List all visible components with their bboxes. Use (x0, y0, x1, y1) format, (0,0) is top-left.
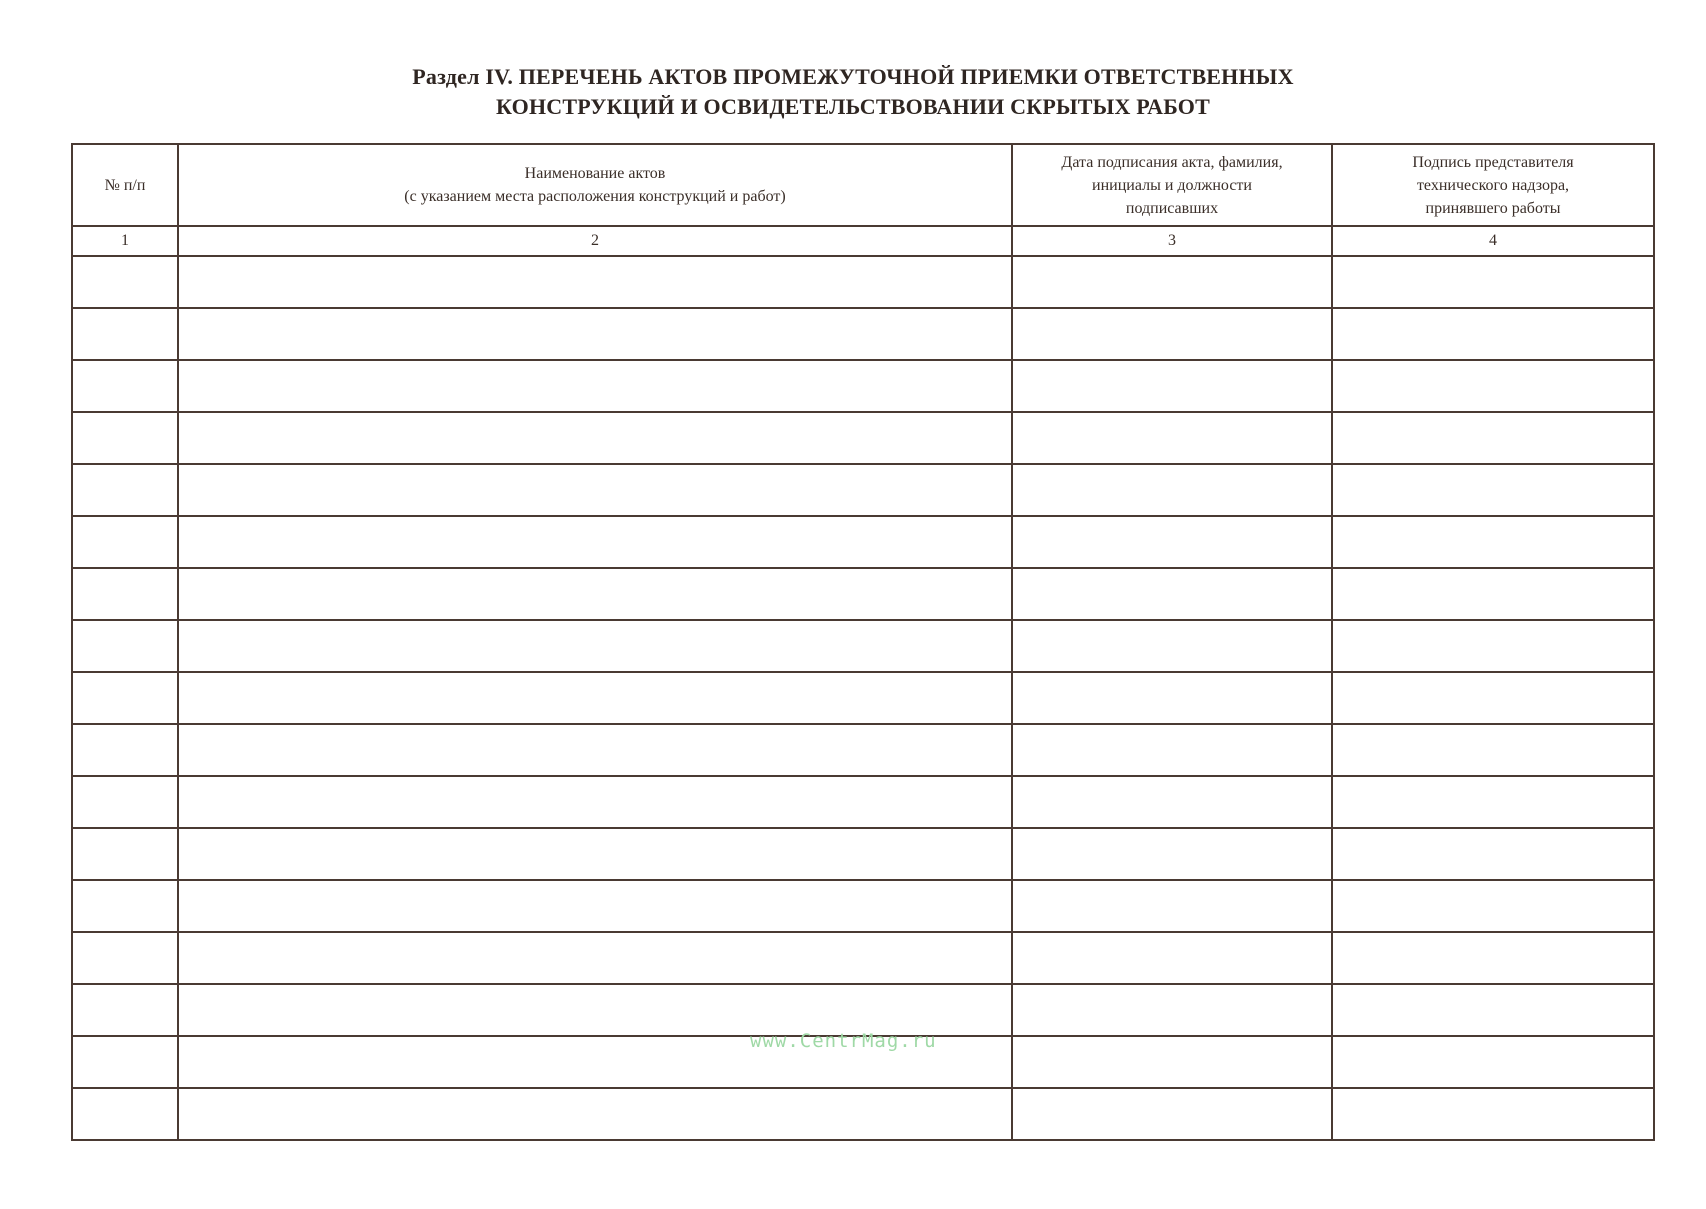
table-row (72, 828, 1654, 880)
table-cell (1332, 464, 1654, 516)
table-row (72, 984, 1654, 1036)
header-line: подписавших (1125, 199, 1219, 217)
table-cell (72, 1088, 178, 1140)
table-cell (1332, 828, 1654, 880)
table-row (72, 1088, 1654, 1140)
table-row (72, 412, 1654, 464)
table-cell (178, 256, 1012, 308)
table-cell (72, 1036, 178, 1088)
table-cell (1332, 880, 1654, 932)
table-row (72, 568, 1654, 620)
table-cell (1012, 412, 1332, 464)
table-cell (1332, 932, 1654, 984)
header-line: технического надзора, (1416, 176, 1570, 194)
table-cell (178, 880, 1012, 932)
table-cell (178, 308, 1012, 360)
table-cell (1332, 984, 1654, 1036)
table-cell (1332, 412, 1654, 464)
table-cell (178, 568, 1012, 620)
table-body (72, 256, 1654, 1140)
table-cell (178, 1088, 1012, 1140)
table-cell (1332, 672, 1654, 724)
title-line-1: Раздел IV. ПЕРЕЧЕНЬ АКТОВ ПРОМЕЖУТОЧНОЙ ПРИЕМКИ ОТВЕТСТВЕННЫХ (412, 64, 1294, 89)
table-cell (178, 360, 1012, 412)
table-cell (1012, 464, 1332, 516)
table-cell (1332, 308, 1654, 360)
table-cell (1012, 516, 1332, 568)
header-supervisor-signature (1332, 144, 1654, 226)
table-cell (72, 984, 178, 1036)
table-cell (72, 308, 178, 360)
table-row (72, 672, 1654, 724)
header-row-number (72, 144, 178, 226)
table-cell (178, 828, 1012, 880)
table-cell (1012, 256, 1332, 308)
table-cell (1332, 1088, 1654, 1140)
table-cell (72, 620, 178, 672)
table-cell (1012, 776, 1332, 828)
table-row (72, 776, 1654, 828)
table-cell (72, 360, 178, 412)
header-line: принявшего работы (1425, 199, 1561, 217)
table-row (72, 516, 1654, 568)
acts-table (71, 143, 1655, 1141)
table-cell (72, 256, 178, 308)
header-line: Наименование актов (524, 165, 666, 182)
table-cell (1012, 724, 1332, 776)
table-row (72, 932, 1654, 984)
table-cell (72, 932, 178, 984)
table-cell (1332, 724, 1654, 776)
column-number-4: 4 (1332, 226, 1654, 256)
table-cell (178, 724, 1012, 776)
table-cell (178, 932, 1012, 984)
table-cell (178, 776, 1012, 828)
header-act-name (178, 144, 1012, 226)
table-cell (178, 620, 1012, 672)
table-cell (72, 516, 178, 568)
table-cell (1012, 308, 1332, 360)
table-cell (1332, 256, 1654, 308)
table-cell (1332, 1036, 1654, 1088)
table-cell (1332, 516, 1654, 568)
table-cell (178, 672, 1012, 724)
table-cell (72, 828, 178, 880)
table-row (72, 256, 1654, 308)
header-line: инициалы и должности (1092, 176, 1252, 194)
table-cell (178, 984, 1012, 1036)
table-cell (1012, 932, 1332, 984)
table-row (72, 620, 1654, 672)
table-cell (1012, 880, 1332, 932)
table-cell (1012, 360, 1332, 412)
table-row (72, 880, 1654, 932)
table-cell (72, 724, 178, 776)
table-cell (1012, 672, 1332, 724)
column-number-2: 2 (178, 226, 1012, 256)
table-row (72, 464, 1654, 516)
column-number-1: 1 (72, 226, 178, 256)
table-header-row (72, 144, 1654, 226)
table-cell (1332, 620, 1654, 672)
column-number-row (72, 226, 1654, 256)
table-cell (178, 516, 1012, 568)
table-cell (1332, 360, 1654, 412)
table-cell (1012, 620, 1332, 672)
table-cell (1332, 776, 1654, 828)
table-cell (72, 776, 178, 828)
header-line: Подпись представителя (1412, 153, 1574, 171)
column-number-3: 3 (1012, 226, 1332, 256)
header-line: № п/п (104, 176, 146, 194)
table-cell (72, 880, 178, 932)
table-cell (1012, 1036, 1332, 1088)
table-cell (72, 672, 178, 724)
table-row (72, 724, 1654, 776)
table-cell (72, 412, 178, 464)
table-cell (72, 464, 178, 516)
table-row (72, 360, 1654, 412)
table-cell (1012, 1088, 1332, 1140)
table-cell (178, 412, 1012, 464)
table-cell (178, 464, 1012, 516)
header-signing-date (1012, 144, 1332, 226)
header-line: Дата подписания акта, фамилия, (1061, 153, 1283, 171)
table-cell (1332, 568, 1654, 620)
table-cell (1012, 568, 1332, 620)
table-cell (1012, 984, 1332, 1036)
watermark: www.CentrMag.ru (750, 1030, 937, 1052)
table-cell (72, 568, 178, 620)
page-title (0, 62, 1706, 122)
table-cell (1012, 828, 1332, 880)
title-line-2: КОНСТРУКЦИЙ И ОСВИДЕТЕЛЬСТВОВАНИИ СКРЫТЫХ РАБОТ (496, 94, 1210, 119)
table-row (72, 308, 1654, 360)
header-line: (с указанием места расположения конструкций и работ) (404, 188, 786, 205)
